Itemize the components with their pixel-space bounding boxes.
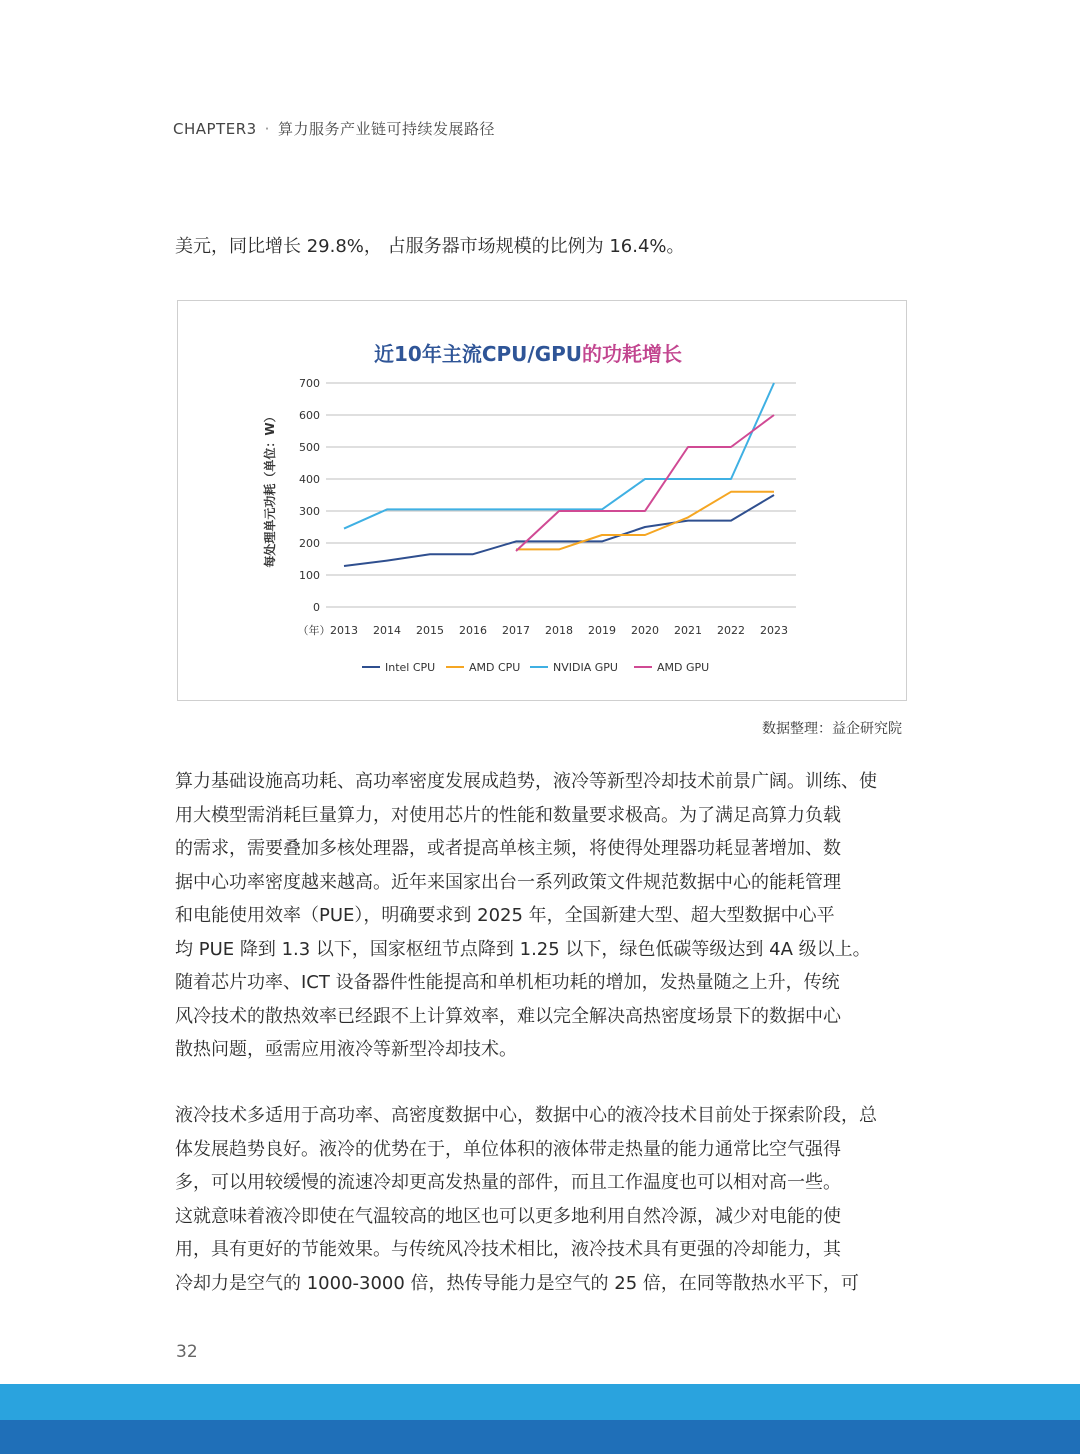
para2-line: 这就意味着液冷即使在气温较高的地区也可以更多地利用自然冷源，减少对电能的使	[175, 1205, 841, 1227]
series-line-nvidia-gpu	[344, 383, 774, 529]
x-tick-label: 2015	[416, 624, 444, 637]
para2-line: 多，可以用较缓慢的流速冷却更高发热量的部件，而且工作温度也可以相对高一些。	[175, 1172, 841, 1193]
para1-line: 随着芯片功率、ICT 设备器件性能提高和单机柜功耗的增加，发热量随之上升，传统	[175, 972, 840, 993]
para1-line: 用大模型需消耗巨量算力，对使用芯片的性能和数量要求极高。为了满足高算力负载	[175, 804, 841, 826]
chart-source-note: 数据整理：益企研究院	[762, 721, 902, 737]
y-tick-label: 700	[299, 377, 320, 390]
chart-legend	[362, 661, 709, 674]
para1-line: 据中心功率密度越来越高。近年来国家出台一系列政策文件规范数据中心的能耗管理	[175, 871, 841, 893]
x-tick-label: 2021	[674, 624, 702, 637]
y-tick-label: 600	[299, 409, 320, 422]
header-separator: ·	[264, 120, 270, 138]
legend-label: AMD GPU	[657, 661, 710, 674]
chart-title-part2: 的功耗增长	[582, 342, 683, 366]
chart-title	[374, 342, 682, 366]
para1-line: 散热问题，亟需应用液冷等新型冷却技术。	[175, 1039, 517, 1060]
para2-line: 冷却力是空气的 1000-3000 倍，热传导能力是空气的 25 倍，在同等散热水平下，可	[175, 1272, 859, 1294]
para1-line: 的需求，需要叠加多核处理器，或者提高单核主频，将使得处理器功耗显著增加、数	[175, 838, 841, 859]
x-tick-label: 2019	[588, 624, 616, 637]
para1-line: 风冷技术的散热效率已经跟不上计算效率，难以完全解决高热密度场景下的数据中心	[175, 1005, 841, 1027]
chart-y-ticks	[299, 377, 320, 614]
legend-label: NVIDIA GPU	[553, 661, 618, 674]
chapter-title: 算力服务产业链可持续发展路径	[277, 120, 495, 138]
x-tick-label: 2013	[330, 624, 358, 637]
para2-line: 体发展趋势良好。液冷的优势在于，单位体积的液体带走热量的能力通常比空气强得	[175, 1138, 841, 1160]
chart-title-part1: 近10年主流CPU/GPU	[373, 342, 583, 366]
chart-y-axis-label: 每处理单元功耗（单位：W）	[263, 410, 277, 568]
chart-x-ticks	[330, 624, 788, 637]
y-tick-label: 500	[299, 441, 320, 454]
body-paragraph-1	[175, 765, 907, 1067]
x-tick-label: 2023	[760, 624, 788, 637]
x-tick-label: 2018	[545, 624, 573, 637]
footer-band-dark	[0, 1420, 1080, 1454]
y-tick-label: 200	[299, 537, 320, 550]
para1-line: 和电能使用效率（PUE），明确要求到 2025 年，全国新建大型、超大型数据中心平	[175, 905, 835, 926]
para2-line: 用，具有更好的节能效果。与传统风冷技术相比，液冷技术具有更强的冷却能力，其	[175, 1239, 841, 1260]
x-tick-label: 2016	[459, 624, 487, 637]
series-line-amd-gpu	[516, 415, 774, 551]
legend-label: Intel CPU	[385, 661, 436, 674]
page-number: 32	[176, 1342, 198, 1362]
y-tick-label: 300	[299, 505, 320, 518]
y-tick-label: 400	[299, 473, 320, 486]
x-tick-label: 2022	[717, 624, 745, 637]
power-consumption-chart	[177, 300, 907, 701]
chart-x-axis-label: （年）	[297, 624, 331, 637]
para1-line: 均 PUE 降到 1.3 以下，国家枢纽节点降到 1.25 以下，绿色低碳等级达到 4A 级以上。	[175, 938, 871, 960]
running-header	[173, 118, 495, 139]
y-tick-label: 100	[299, 569, 320, 582]
x-tick-label: 2017	[502, 624, 530, 637]
para2-line: 液冷技术多适用于高功率、高密度数据中心，数据中心的液冷技术目前处于探索阶段，总	[175, 1105, 877, 1126]
x-tick-label: 2014	[373, 624, 401, 637]
chart-series	[344, 383, 774, 566]
body-paragraph-2	[175, 1099, 907, 1300]
y-tick-label: 0	[313, 601, 320, 614]
x-tick-label: 2020	[631, 624, 659, 637]
intro-text-line: 美元，同比增长 29.8%， 占服务器市场规模的比例为 16.4%。	[175, 236, 685, 257]
para1-line: 算力基础设施高功耗、高功率密度发展成趋势，液冷等新型冷却技术前景广阔。训练、使	[175, 771, 877, 792]
footer-band-light	[0, 1384, 1080, 1420]
legend-label: AMD CPU	[469, 661, 521, 674]
chart-canvas	[178, 301, 906, 700]
chapter-label: CHAPTER3	[173, 120, 257, 138]
